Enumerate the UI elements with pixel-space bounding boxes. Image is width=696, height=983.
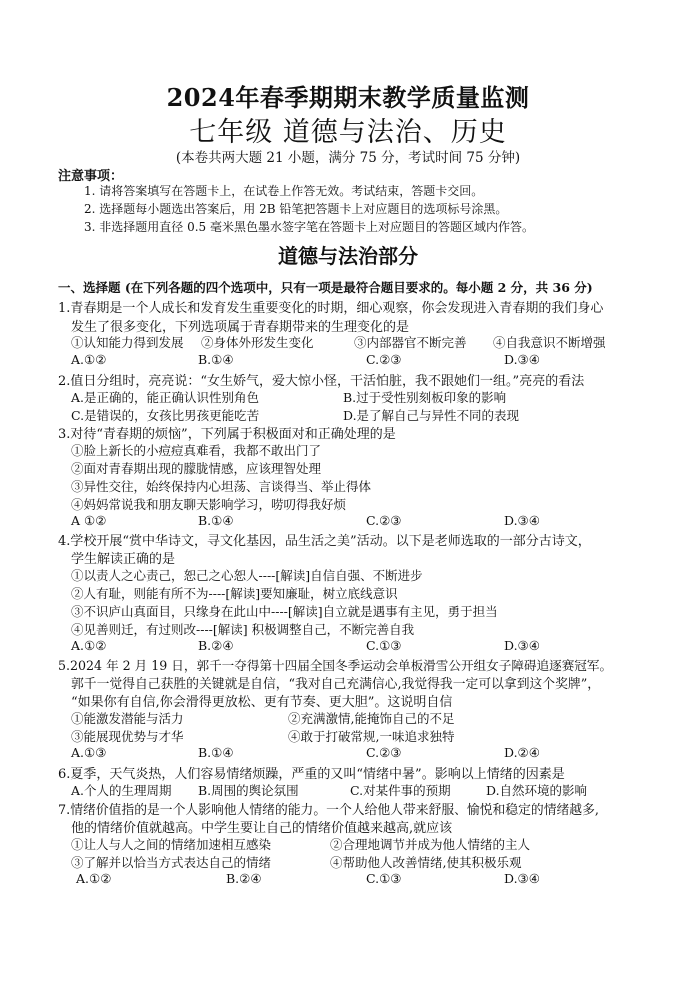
question-6-stem: 6.夏季，天气炎热，人们容易情绪烦躁，严重的又叫“情绪中暑”。影响以上情绪的因素是: [58, 767, 565, 782]
question-3-option-a: A ①②: [71, 513, 107, 528]
question-4-stem: 学生解读正确的是: [71, 552, 176, 567]
question-3-statement: ③异性交往，始终保持内心坦荡、言谈得当、举止得体: [71, 479, 372, 494]
section-heading: 一、选择题 (在下列各题的四个选项中，只有一项是最符合题目要求的。每小题 2 分，共 36 分): [58, 280, 593, 295]
question-4-stem: 4.学校开展“赏中华诗文，寻文化基因，品生活之美”活动。以下是老师选取的一部分古诗文，: [58, 534, 591, 549]
question-1-statement: ①认知能力得到发展: [71, 335, 184, 350]
question-6-option-d: D.自然环境的影响: [486, 783, 588, 798]
question-3-option-d: D.③④: [504, 513, 540, 528]
question-7-option-a: A.①②: [76, 871, 112, 886]
question-7-statement: ④帮助他人改善情绪,使其积极乐观: [330, 855, 522, 870]
question-7-stem: 他的情绪价值就越高。中学生要让自己的情绪价值越来越高,就应该: [71, 821, 453, 836]
question-3-option-c: C.②③: [366, 513, 402, 528]
question-5-statement: ③能展现优势与才华: [71, 729, 184, 744]
question-3-stem: 3.对待“青春期的烦恼”，下列属于积极面对和正确处理的是: [58, 427, 396, 442]
question-5-option-c: C.②③: [366, 745, 402, 760]
question-1-stem: 1.青春期是一个人成长和发育发生重要变化的时期，细心观察，你会发现进入青春期的我们身心: [58, 301, 604, 316]
question-4-statement: ③不识庐山真面目，只缘身在此山中----[解读]自立就是遇事有主见，勇于担当: [71, 604, 498, 619]
question-4-option-d: D.③④: [504, 638, 540, 653]
question-3-statement: ④妈妈常说我和朋友聊天影响学习，唠叨得我好烦: [71, 497, 347, 512]
question-7-statement: ③了解并以恰当方式表达自己的情绪: [71, 855, 272, 870]
exam-info: (本卷共两大题 21 小题，满分 75 分，考试时间 75 分钟): [175, 150, 521, 166]
question-5-option-b: B.①④: [198, 745, 234, 760]
notice-item: 2. 选择题每小题选出答案后，用 2B 铅笔把答题卡上对应题目的选项标号涂黑。: [84, 202, 508, 216]
question-3-option-b: B.①④: [198, 513, 234, 528]
question-4-statement: ②人有耻，则能有所不为----[解读]要知廉耻，树立底线意识: [71, 586, 398, 601]
notice-item: 1. 请将答案填写在答题卡上，在试卷上作答无效。考试结束，答题卡交回。: [84, 184, 484, 198]
question-7-statement: ②合理地调节并成为他人情绪的主人: [330, 837, 531, 852]
question-6-option-a: A.个人的生理周期: [71, 783, 172, 798]
notice-heading: 注意事项：: [58, 169, 124, 184]
question-1-option-b: B.①④: [198, 352, 234, 367]
question-6-option-c: C.对某件事的预期: [350, 783, 451, 798]
part-title: 道德与法治部分: [278, 244, 418, 268]
question-2-option-a: A.是正确的，能正确认识性别角色: [71, 390, 260, 405]
question-2-option-d: D.是了解自己与异性不同的表现: [343, 408, 520, 423]
exam-title: 2024年春季期期末教学质量监测: [166, 83, 530, 112]
question-1-option-c: C.②③: [366, 352, 402, 367]
question-4-option-c: C.①③: [366, 638, 402, 653]
question-5-option-d: D.②④: [504, 745, 540, 760]
question-1-option-a: A.①②: [71, 352, 107, 367]
question-4-option-b: B.②④: [198, 638, 234, 653]
notice-item: 3. 非选择题用直径 0.5 毫米黑色墨水签字笔在答题卡上对应题目的答题区域内作答。: [84, 220, 534, 234]
question-7-statement: ①让人与人之间的情绪加速相互感染: [71, 837, 272, 852]
question-1-statement: ②身体外形发生变化: [201, 335, 314, 350]
question-2-stem: 2.值日分组时，亮亮说：“女生娇气，爱大惊小怪，干活怕脏，我不跟她们一组。”亮亮的看法: [58, 374, 585, 389]
question-5-statement: ②充满激情,能掩饰自己的不足: [288, 711, 455, 726]
question-4-statement: ④见善则迁，有过则改----[解读] 积极调整自己，不断完善自我: [71, 622, 415, 637]
question-5-stem: 5.2024 年 2 月 19 日，郭千一夺得第十四届全国冬季运动会单板滑雪公开组女子障碍追逐赛冠军。: [58, 658, 613, 673]
question-7-stem: 7.情绪价值指的是一个人影响他人情绪的能力。一个人给他人带来舒服、愉悦和稳定的情绪越多,: [58, 803, 599, 818]
question-4-option-a: A.①②: [71, 638, 107, 653]
question-4-statement: ①以责人之心责己，恕己之心恕人----[解读]自信自强、不断进步: [71, 568, 423, 583]
question-1-statement: ④自我意识不断增强: [493, 335, 606, 350]
question-7-option-d: D.③④: [504, 871, 540, 886]
question-1-stem: 发生了很多变化，下列选项属于青春期带来的生理变化的是: [71, 320, 410, 335]
question-7-option-b: B.②④: [226, 871, 262, 886]
question-5-stem: 郭千一觉得自己获胜的关键就是自信，“我对自己充满信心,我觉得我一定可以拿到这个奖牌”，: [71, 677, 601, 692]
question-2-option-c: C.是错误的，女孩比男孩更能吃苦: [71, 408, 260, 423]
question-1-option-d: D.③④: [504, 352, 540, 367]
question-5-statement: ④敢于打破常规,一味追求独特: [288, 729, 455, 744]
exam-subtitle: 七年级 道德与法治、历史: [189, 117, 507, 148]
question-2-option-b: B.过于受性别刻板印象的影响: [343, 390, 507, 405]
question-6-option-b: B.周围的舆论氛围: [198, 783, 299, 798]
question-5-stem: “如果你有自信,你会滑得更放松、更有节奏、更大胆”。这说明自信: [71, 695, 453, 710]
question-5-option-a: A.①③: [71, 745, 107, 760]
question-1-statement: ③内部器官不断完善: [354, 335, 467, 350]
question-5-statement: ①能激发潜能与活力: [71, 711, 184, 726]
question-7-option-c: C.①③: [366, 871, 402, 886]
question-3-statement: ②面对青春期出现的朦胧情感，应该理智处理: [71, 461, 322, 476]
question-3-statement: ①脸上新长的小痘痘真难看，我都不敢出门了: [71, 443, 322, 458]
